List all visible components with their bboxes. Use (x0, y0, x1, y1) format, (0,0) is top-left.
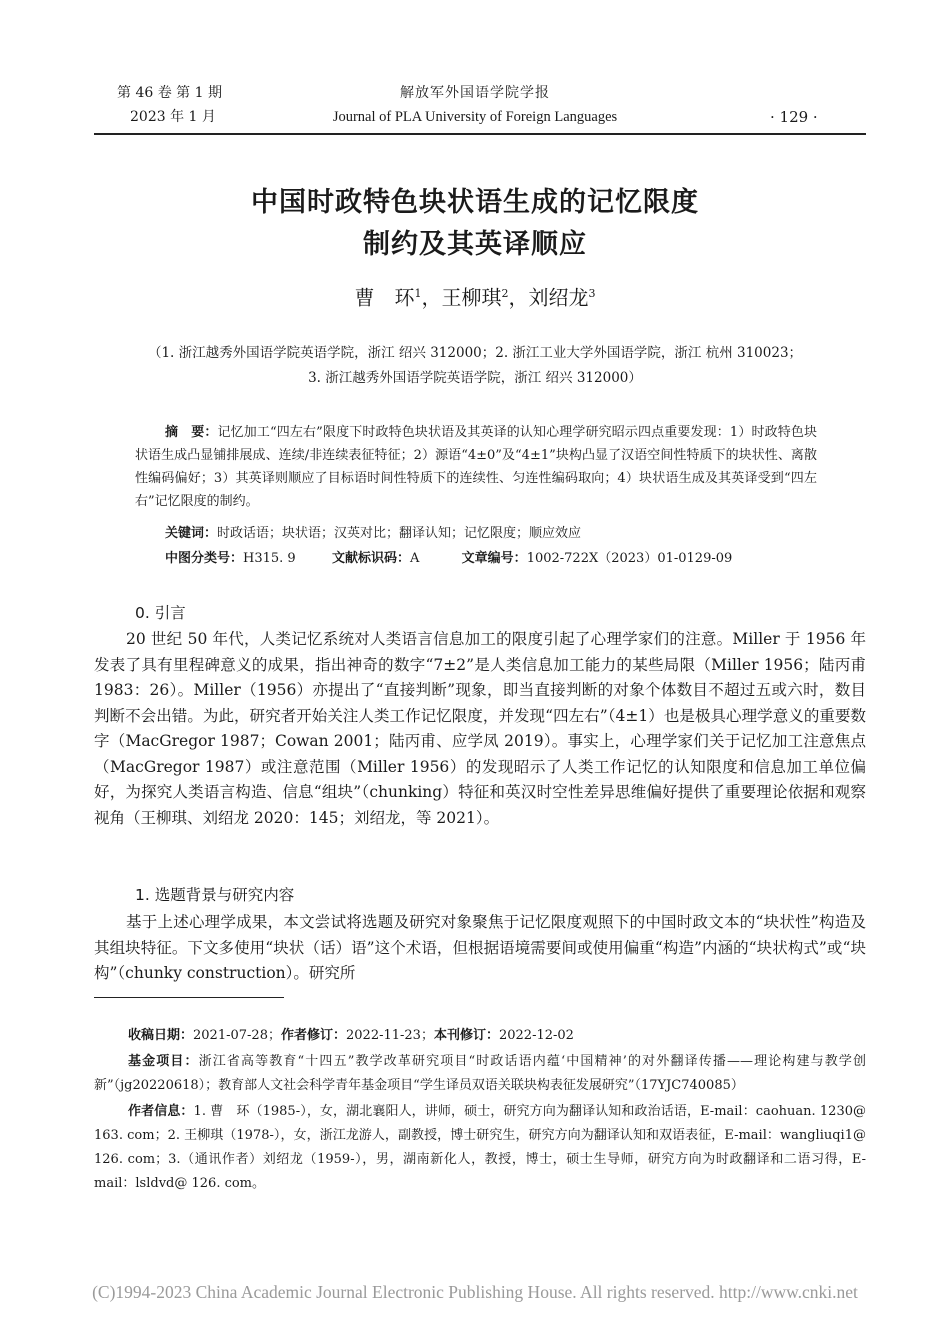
author-separator: ， (421, 285, 442, 310)
paper-title-line2: 制约及其英译顺应 (363, 229, 587, 260)
doc-code-label: 文献标识码： (331, 551, 410, 566)
author-info-text: 1. 曹 环（1985-），女，湖北襄阳人，讲师，硕士，研究方向为翻译认知和政治话语，E-mail：caohuan. 1230@ 163. com；2. 王柳琪（1978-），女，浙江龙游人，副教授，博士研究生，研究方向为翻译认知和双语表征，E-mail：wangliuqi1@ 126. com；3.（通讯作者）刘绍龙（1959-），男，湖南新化人，教授，博士，硕士生导师，研究方向为时政翻译和二语习得，E-mail：lsldvd@ 126. com。 (94, 1104, 866, 1191)
author-info (94, 1100, 866, 1196)
copyright-notice: (C)1994-2023 China Academic Journal Electronic Publishing House. All rights reserved. http://www.cnki.net (92, 1282, 858, 1302)
article-number-label: 文章编号： (461, 551, 527, 566)
section-heading-intro: 0. 引言 (135, 604, 186, 622)
clc-value: H315. 9 (243, 551, 296, 566)
abstract-label: 摘 要： (165, 425, 218, 440)
received-dates (94, 1024, 866, 1048)
doc-code-value: A (410, 551, 420, 566)
paper-title-line1: 中国时政特色块状语生成的记忆限度 (251, 187, 699, 218)
author-list (0, 281, 950, 311)
author-affil-mark: 2 (501, 287, 509, 300)
abstract (135, 421, 817, 513)
author-affil-mark: 3 (588, 287, 596, 300)
abstract-text: 记忆加工“四左右”限度下时政特色块状语及其英译的认知心理学研究昭示四点重要发现：1）时政特色块状语生成凸显铺排展成、连续/非连续表征特征；2）源语“4±0”及“4±1”块构凸显了汉语空间性特质下的块状性、离散性编码偏好；3）其英译则顺应了目标语时间性特质下的连续性、匀连性编码取向；4）块状语生成及其英译受到“四左右”记忆限度的制约。 (135, 425, 817, 509)
issue-date: 2023 年 1 月 (130, 109, 216, 125)
section-heading-background: 1. 选题背景与研究内容 (135, 886, 295, 904)
received-date: 2021-07-28； (193, 1028, 281, 1043)
clc-label: 中图分类号： (165, 551, 244, 566)
author-revised-label: 作者修订： (280, 1028, 346, 1043)
paragraph: 基于上述心理学成果，本文尝试将选题及研究对象聚焦于记忆限度观照下的中国时政文本的“块状性”构造及其组块特征。下文多使用“块状（话）语”这个术语，但根据语境需要间或使用偏重“构造”内涵的“块状构式”或“块构”（chunky construction）。研究所 (94, 913, 866, 982)
funding-label: 基金项目： (128, 1054, 199, 1069)
author-revised-date: 2022-11-23； (346, 1028, 434, 1043)
article-number-value: 1002-722X（2023）01-0129-09 (526, 551, 733, 566)
section-background-body (94, 910, 866, 987)
header-rule (94, 133, 866, 135)
journal-title-en: Journal of PLA University of Foreign Languages (332, 109, 618, 125)
funding-text: 浙江省高等教育“十四五”教学改革研究项目“时政话语内蕴‘中国精神’的对外翻译传播——理论构建与教学创新”（jg20220618）；教育部人文社会科学青年基金项目“学生译员双语关联块构表征发展研究”（17YJC740085） (94, 1054, 866, 1093)
keywords-text: 时政话语；块状语；汉英对比；翻译认知；记忆限度；顺应效应 (217, 526, 582, 541)
author-info-label: 作者信息： (128, 1104, 194, 1119)
author-name: 王柳琪 (441, 285, 502, 310)
keywords (165, 524, 581, 544)
footnotes (94, 1024, 866, 1198)
author-separator: ， (508, 285, 529, 310)
author-affil-mark: 1 (414, 287, 422, 300)
paragraph: 20 世纪 50 年代，人类记忆系统对人类语言信息加工的限度引起了心理学家们的注意。Miller 于 1956 年发表了具有里程碑意义的成果，指出神奇的数字“7±2”是人类信息加工能力的某些局限（Miller 1956；陆丙甫 1983：26）。Miller（1956）亦提出了“直接判断”现象，即当直接判断的对象个体数目不超过五或六时，数目判断不会出错。为此，研究者开始关注人类工作记忆限度，并发现“四左右”（4±1）也是极具心理学意义的重要数字（MacGregor 1987；Cowan 2001；陆丙甫、应学凤 2019）。事实上，心理学家们关于记忆加工注意焦点（MacGregor 1987）或注意范围（Miller 1956）的发现昭示了人类工作记忆的认知限度和信息加工单位偏好，为探究人类语言构造、信息“组块”（chunking）特征和英汉时空性差异思维偏好提供了重要理论依据和观察视角（王柳琪、刘绍龙 2020：145；刘绍龙，等 2021）。 (94, 630, 866, 827)
footnote-rule (94, 997, 284, 998)
section-intro-body (94, 627, 866, 831)
affiliation-line2: 3. 浙江越秀外国语学院英语学院，浙江 绍兴 312000） (308, 370, 642, 386)
journal-title-cn: 解放军外国语学院学报 (400, 85, 550, 101)
affiliation-line1: （1. 浙江越秀外国语学院英语学院，浙江 绍兴 312000；2. 浙江工业大学外国语学院，浙江 杭州 310023； (147, 345, 803, 361)
journal-revised-label: 本刊修订： (433, 1028, 499, 1043)
author-name: 刘绍龙 (528, 285, 589, 310)
funding-info (94, 1050, 866, 1098)
journal-revised-date: 2022-12-02 (498, 1028, 574, 1043)
author-name: 曹 环 (354, 285, 415, 310)
volume-issue: 第 46 卷 第 1 期 (117, 85, 222, 101)
keywords-label: 关键词： (165, 526, 218, 541)
received-label: 收稿日期： (128, 1028, 194, 1043)
page-number: · 129 · (770, 108, 818, 126)
classification-info (165, 549, 732, 569)
